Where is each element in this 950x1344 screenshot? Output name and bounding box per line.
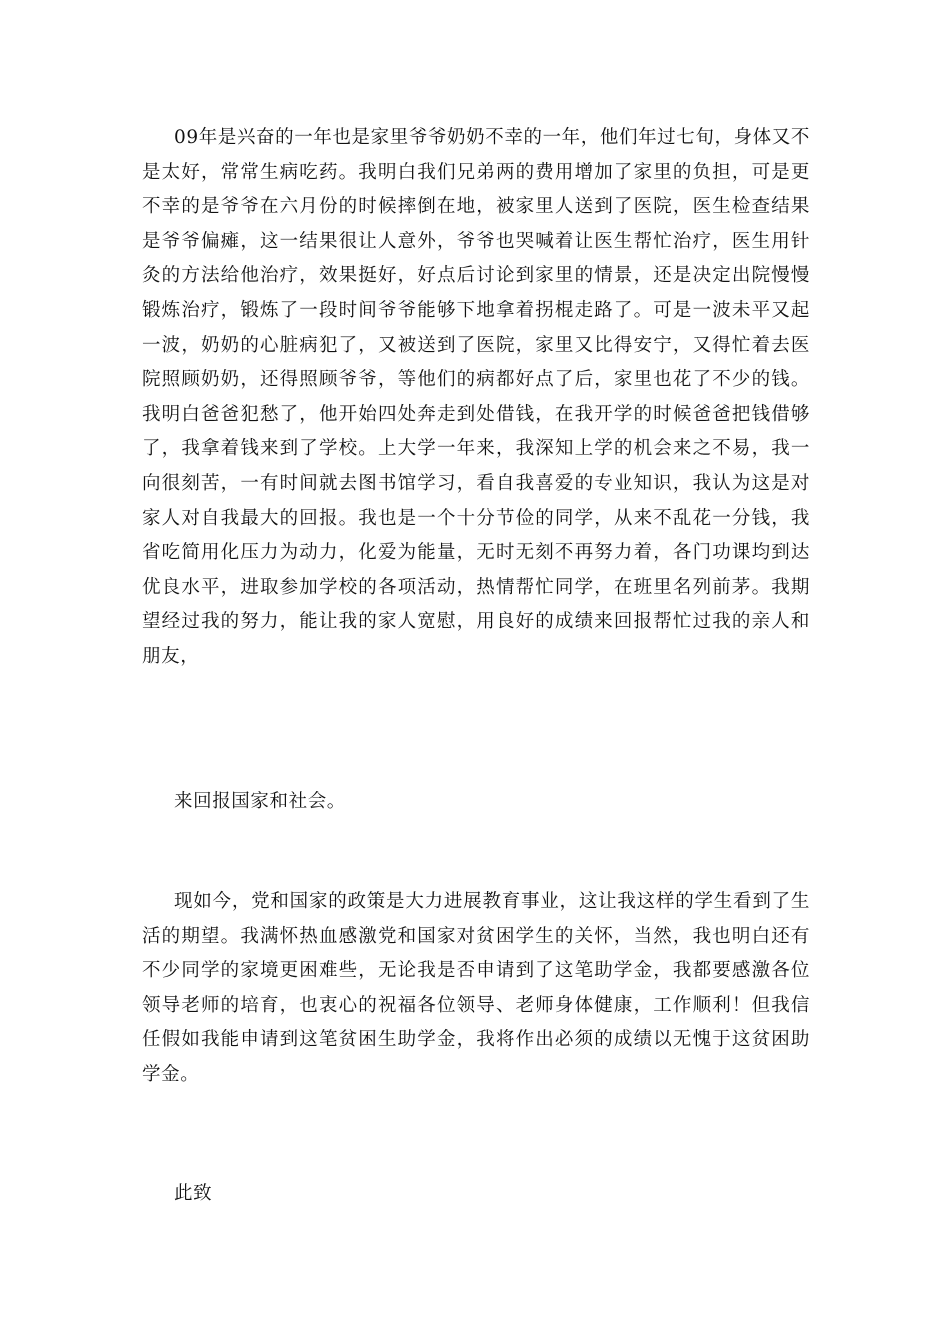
body-paragraph-gratitude: 现如今，党和国家的政策是大力进展教育事业，这让我这样的学生看到了生活的期望。我满怀热血感激党和国家对贫困学生的关怀，当然，我也明白还有不少同学的家境更困难些，无论我是否申请到了这笔助学金，我都要感激各位领导老师的培育，也衷心的祝福各位领导、老师身体健康，工作顺利！但我信任假如我能申请到这笔贫困生助学金，我将作出必须的成绩以无愧于这贫困助学金。 <box>142 891 810 1085</box>
body-paragraph-family-hardship: 09年是兴奋的一年也是家里爷爷奶奶不幸的一年，他们年过七旬，身体又不是太好，常常生病吃药。我明白我们兄弟两的费用增加了家里的负担，可是更不幸的是爷爷在六月份的时候摔倒在地，被家里人送到了医院，医生检查结果是爷爷偏瘫，这一结果很让人意外，爷爷也哭喊着让医生帮忙治疗，医生用针灸的方法给他治疗，效果挺好，好点后讨论到家里的情景，还是决定出院慢慢锻炼治疗，锻炼了一段时间爷爷能够下地拿着拐棍走路了。可是一波未平又起一波，奶奶的心脏病犯了，又被送到了医院，家里又比得安宁，又得忙着去医院照顾奶奶，还得照顾爷爷，等他们的病都好点了后，家里也花了不少的钱。我明白爸爸犯愁了，他开始四处奔走到处借钱，在我开学的时候爸爸把钱借够了，我拿着钱来到了学校。上大学一年来，我深知上学的机会来之不易，我一向很刻苦，一有时间就去图书馆学习，看自我喜爱的专业知识，我认为这是对家人对自我最大的回报。我也是一个十分节俭的同学，从来不乱花一分钱，我省吃简用化压力为动力，化爱为能量，无时无刻不再努力着，各门功课均到达优良水平，进取参加学校的各项活动，热情帮忙同学，在班里名列前茅。我期望经过我的努力，能让我的家人宽慰，用良好的成绩来回报帮忙过我的亲人和朋友， <box>142 127 810 667</box>
closing-salutation: 此致 <box>174 1183 213 1204</box>
body-paragraph-repay-society: 来回报国家和社会。 <box>174 791 346 812</box>
